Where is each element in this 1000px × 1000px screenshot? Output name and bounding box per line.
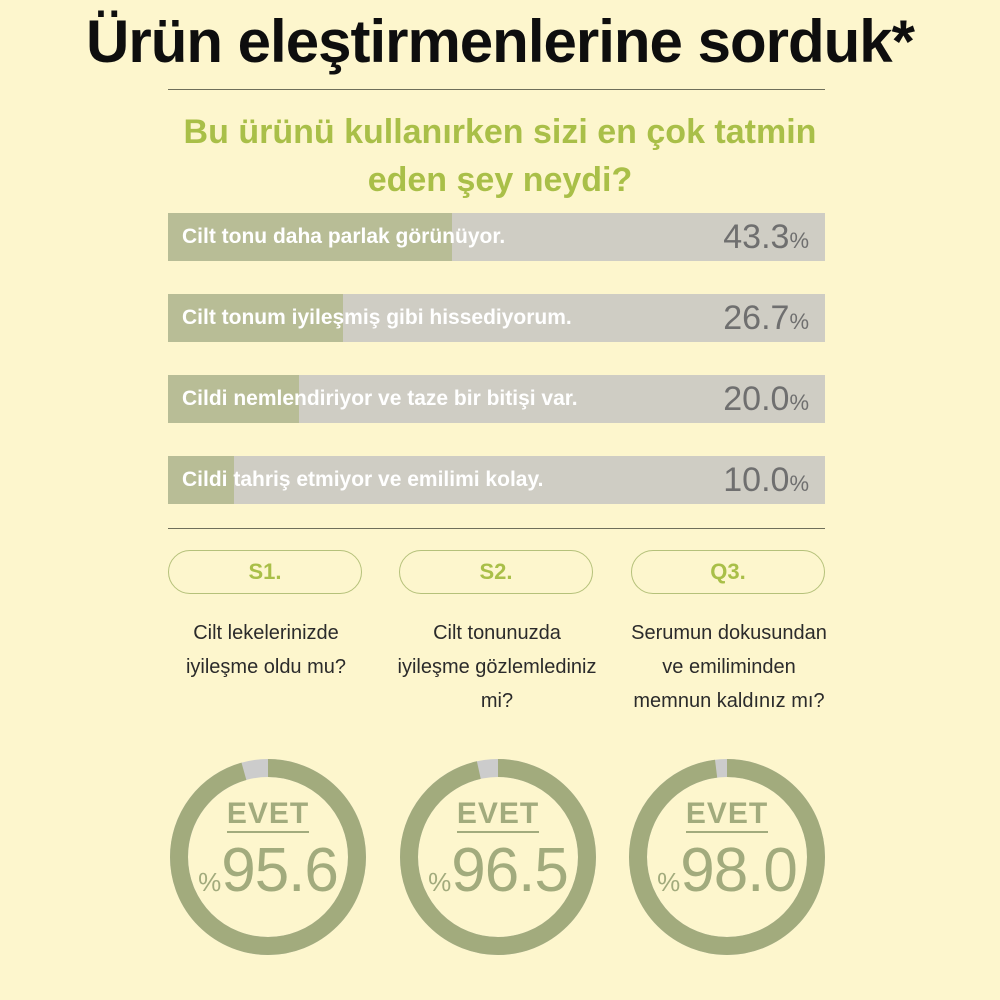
question-2-line-2: iyileşme gözlemlediniz — [397, 656, 597, 678]
donut-number-3: 98.0 — [680, 836, 797, 905]
donut-unit-2: % — [428, 867, 452, 897]
bar-value-3 — [723, 375, 809, 423]
bar-value-number-2: 26.7 — [723, 299, 790, 337]
bar-value-1 — [723, 213, 809, 261]
donut-value-2 — [398, 835, 598, 906]
bar-label-3: Cildi nemlendiriyor ve taze bir bitişi var. — [182, 387, 578, 410]
donut-answer-text-3: EVET — [686, 797, 768, 833]
question-badge-3: Q3. — [631, 550, 825, 594]
bar-label-4: Cildi tahriş etmiyor ve emilimi kolay. — [182, 468, 544, 491]
top-divider — [168, 89, 825, 90]
question-text-1 — [151, 616, 381, 684]
donut-chart-2 — [398, 757, 598, 957]
donut-answer-text-2: EVET — [457, 797, 539, 833]
question-1-line-2: iyileşme oldu mu? — [185, 656, 347, 678]
bar-value-4 — [723, 456, 809, 504]
bar-value-unit-1: % — [789, 228, 809, 253]
bar-value-number-1: 43.3 — [723, 218, 790, 256]
question-badge-1: S1. — [168, 550, 362, 594]
donut-unit-3: % — [657, 867, 681, 897]
bar-value-unit-2: % — [789, 309, 809, 334]
question-card-2 — [397, 550, 597, 718]
donut-number-2: 96.5 — [451, 836, 568, 905]
bar-value-2 — [723, 294, 809, 342]
bar-label-1: Cilt tonu daha parlak görünüyor. — [182, 225, 506, 248]
question-card-3 — [631, 550, 826, 718]
bar-row-3 — [168, 375, 825, 423]
bar-value-unit-3: % — [789, 390, 809, 415]
donut-value-3 — [627, 835, 827, 906]
question-card-1 — [168, 550, 363, 684]
survey-question — [0, 108, 1000, 204]
donut-answer-3 — [627, 797, 827, 831]
bar-row-4 — [168, 456, 825, 504]
bar-row-1 — [168, 213, 825, 261]
middle-divider — [168, 528, 825, 529]
bar-row-2 — [168, 294, 825, 342]
donut-value-1 — [168, 835, 368, 906]
survey-question-line-2: eden şey neydi? — [367, 161, 633, 199]
question-text-3 — [614, 616, 844, 718]
donut-answer-2 — [398, 797, 598, 831]
question-badge-2: S2. — [399, 550, 593, 594]
question-2-line-1: Cilt tonunuzda — [433, 622, 561, 644]
donut-chart-3 — [627, 757, 827, 957]
page-title: Ürün eleştirmenlerine sorduk* — [86, 8, 914, 75]
bar-value-number-4: 10.0 — [723, 461, 790, 499]
bar-value-number-3: 20.0 — [723, 380, 790, 418]
donut-answer-1 — [168, 797, 368, 831]
question-1-line-1: Cilt lekelerinizde — [193, 622, 339, 644]
donut-answer-text-1: EVET — [227, 797, 309, 833]
donut-unit-1: % — [198, 867, 222, 897]
question-3-line-2: ve emiliminden — [662, 656, 796, 678]
donut-chart-1 — [168, 757, 368, 957]
question-3-line-3: memnun kaldınız mı? — [633, 690, 825, 712]
question-3-line-1: Serumun dokusundan — [631, 622, 827, 644]
survey-question-line-1: Bu ürünü kullanırken sizi en çok tatmin — [183, 113, 817, 151]
donut-number-1: 95.6 — [221, 836, 338, 905]
question-2-line-3: mi? — [480, 690, 514, 712]
bar-value-unit-4: % — [789, 471, 809, 496]
bar-label-2: Cilt tonum iyileşmiş gibi hissediyorum. — [182, 306, 572, 329]
question-text-2 — [382, 616, 612, 718]
